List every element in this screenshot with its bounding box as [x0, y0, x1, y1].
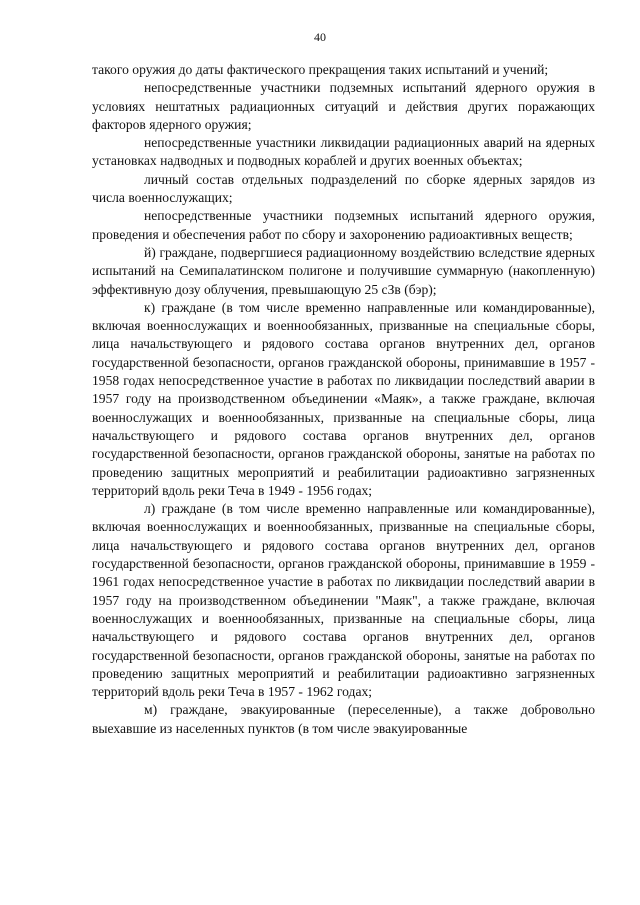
- paragraph-item-k-mayak-1957: к) граждане (в том числе временно направленные или командированные), включая военнослужащих и военнообязанных, призванные на специальные сборы, лица начальствующего и рядового состава органов внутренних дел, органов государственной безопасности, органов гражданской обороны, принимавшие в 1957 - 1958 годах непосредственное участие в работах по ликвидации последствий аварии в 1957 году на производственном объединении «Маяк», а также граждане, включая военнослужащих и военнообязанных, призванные на специальные сборы, лица начальствующего и рядового состава органов внутренних дел, органов государственной безопасности, органов гражданской обороны, занятые на работах по проведению защитных мероприятий и реабилитации радиоактивно загрязненных территорий вдоль реки Теча в 1949 - 1956 годах;: [92, 299, 595, 498]
- paragraph-radiation-accidents-ships: непосредственные участники ликвидации радиационных аварий на ядерных установках надводных и подводных кораблей и других военных объектах;: [92, 135, 595, 169]
- paragraph-underground-tests-emergency: непосредственные участники подземных испытаний ядерного оружия в условиях нештатных радиационных ситуаций и действия других поражающих факторов ядерного оружия;: [92, 80, 595, 132]
- paragraph-item-l-mayak-1959: л) граждане (в том числе временно направленные или командированные), включая военнослужащих и военнообязанных, призванные на специальные сборы, лица начальствующего и рядового состава органов внутренних дел, органов государственной безопасности, органов гражданской обороны, принимавшие в 1959 - 1961 годах непосредственное участие в работах по ликвидации последствий аварии в 1957 году на производственном объединении "Маяк", а также граждане, включая военнослужащих и военнообязанных, призванные на специальные сборы, лица начальствующего и рядового состава органов внутренних дел, органов государственной безопасности, органов гражданской обороны, занятые на работах по проведению защитных мероприятий и реабилитации радиоактивно загрязненных территорий вдоль реки Теча в 1957 - 1962 годах;: [92, 501, 595, 700]
- page-number: 40: [314, 30, 326, 44]
- document-body: [92, 61, 595, 738]
- paragraph-item-m-evacuated: м) граждане, эвакуированные (переселенные), а также добровольно выехавшие из населенных пунктов (в том числе эвакуированные: [92, 702, 595, 736]
- paragraph-underground-tests-disposal: непосредственные участники подземных испытаний ядерного оружия, проведения и обеспечения работ по сбору и захоронению радиоактивных веществ;: [92, 208, 595, 242]
- paragraph-continuation: такого оружия до даты фактического прекращения таких испытаний и учений;: [92, 62, 549, 77]
- paragraph-nuclear-assembly-personnel: личный состав отдельных подразделений по сборке ядерных зарядов из числа военнослужащих;: [92, 171, 595, 206]
- paragraph-item-i-semipalatinsk: й) граждане, подвергшиеся радиационному воздействию вследствие ядерных испытаний на Семипалатинском полигоне и получившие суммарную (накопленную) эффективную дозу облучения, превышающую 25 сЗв (бэр);: [92, 244, 595, 297]
